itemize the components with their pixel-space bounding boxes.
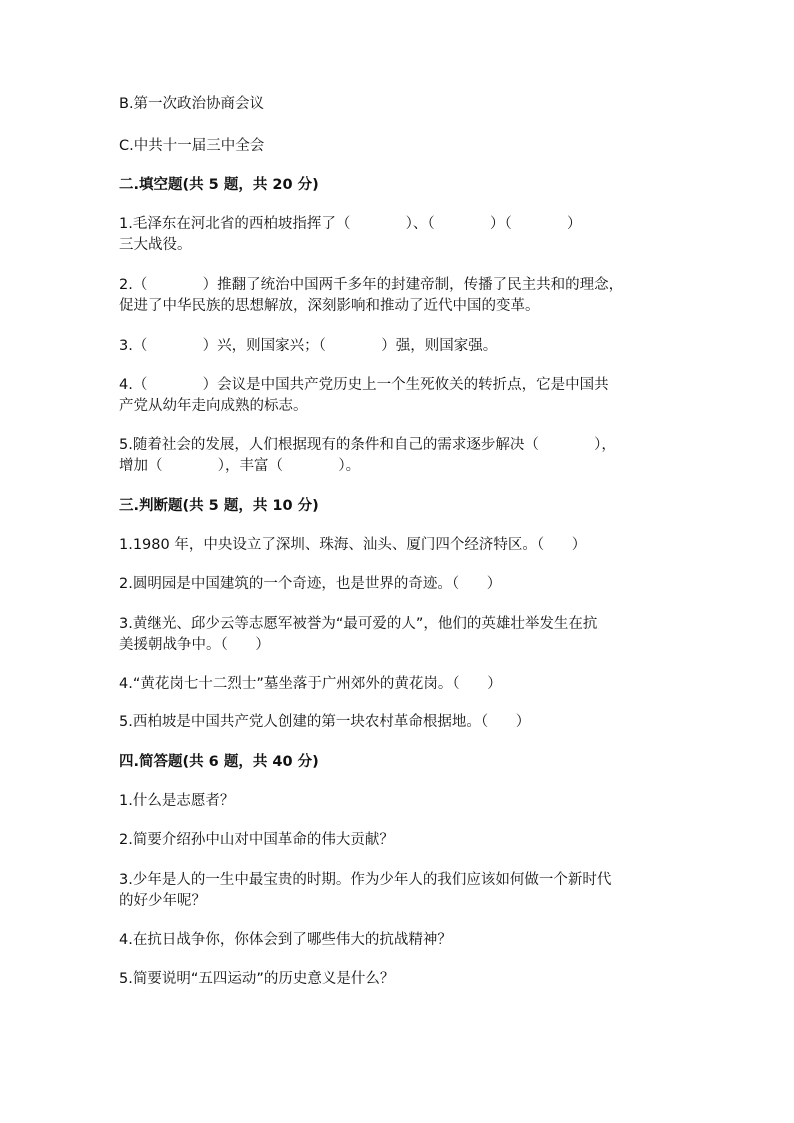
question-line: 5.简要说明“五四运动”的历史意义是什么？ [119, 971, 395, 987]
question-line: 3.黄继光、邱少云等志愿军被誉为“最可爱的人”，他们的英雄壮举发生在抗 [119, 616, 598, 632]
question-line: 1.毛泽东在河北省的西柏坡指挥了（ ）、（ ）（ ） [119, 216, 582, 232]
question-line: 5.随着社会的发展，人们根据现有的条件和自己的需求逐步解决（ ）， [119, 437, 616, 453]
question-line: 2.（ ）推翻了统治中国两千多年的封建帝制，传播了民主共和的理念， [119, 277, 624, 293]
question-line: 2.圆明园是中国建筑的一个奇迹，也是世界的奇迹。（ ） [119, 576, 502, 592]
question-line: 1.1980 年，中央设立了深圳、珠海、汕头、厦门四个经济特区。（ ） [119, 537, 587, 553]
question-line: 促进了中华民族的思想解放，深刻影响和推动了近代中国的变革。 [119, 298, 540, 314]
question-line: 2.简要介绍孙中山对中国革命的伟大贡献？ [119, 832, 394, 848]
question-line: 3.少年是人的一生中最宝贵的时期。作为少年人的我们应该如何做一个新时代 [119, 872, 612, 888]
question-line: 1.什么是志愿者？ [119, 793, 235, 809]
section-2-heading: 二.填空题(共 5 题，共 20 分) [119, 177, 319, 193]
question-line: 3.（ ）兴，则国家兴；（ ）强，则国家强。 [119, 338, 498, 354]
question-line: 产党从幼年走向成熟的标志。 [119, 398, 308, 414]
question-line: 增加（ ），丰富（ ）。 [119, 458, 361, 474]
option-c: C.中共十一届三中全会 [119, 138, 265, 154]
question-line: 的好少年呢？ [119, 893, 206, 909]
question-line: 三大战役。 [119, 237, 192, 253]
question-line: 4.（ ）会议是中国共产党历史上一个生死攸关的转折点，它是中国共 [119, 377, 609, 393]
question-line: 4.“黄花岗七十二烈士”墓坐落于广州郊外的黄花岗。（ ） [119, 676, 502, 692]
question-line: 美援朝战争中。（ ） [119, 637, 270, 653]
section-4-heading: 四.简答题(共 6 题，共 40 分) [119, 754, 319, 770]
section-3-heading: 三.判断题(共 5 题，共 10 分) [119, 498, 319, 514]
question-line: 4.在抗日战争你，你体会到了哪些伟大的抗战精神？ [119, 932, 452, 948]
question-line: 5.西柏坡是中国共产党人创建的第一块农村革命根据地。（ ） [119, 714, 531, 730]
option-b: B.第一次政治协商会议 [119, 96, 265, 112]
